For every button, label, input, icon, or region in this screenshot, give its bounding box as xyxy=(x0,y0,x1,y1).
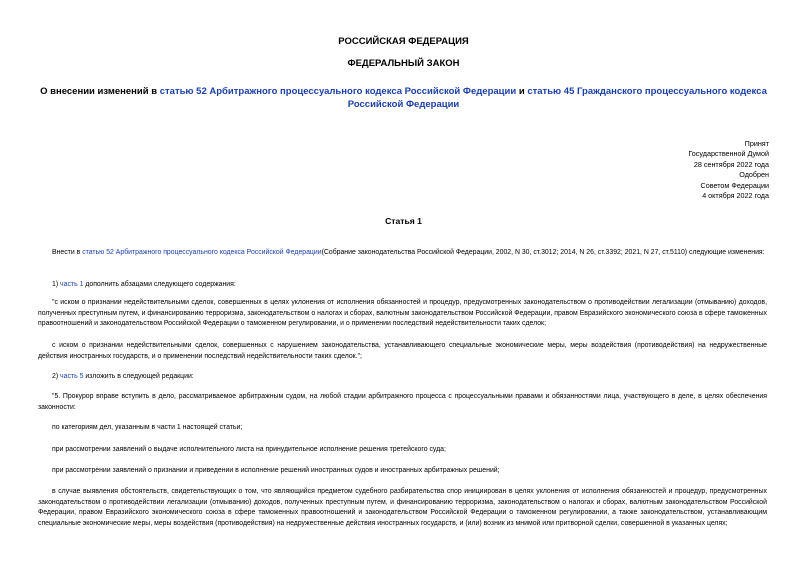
link-part-5[interactable]: часть 5 xyxy=(60,373,84,380)
acceptance-line: Советом Федерации xyxy=(700,180,769,190)
paragraph-quote-1: "с иском о признании недействительными сделок, совершенных в целях уклонения от исполнения обязанностей и процедур, предусмотренных законодательством о противодействии легализации (отмыванию) доходов, полученных преступным путем, и финансированию терроризма, законодательством о налогах и сборах, валютным законодательством Российской Федерации, правом Евразийского экономического союза в сфере таможенных правоотношений и законодательством Российской Федерации о таможенном регулировании, и о применении последствий недействительности таких сделок; xyxy=(38,299,767,328)
acceptance-line: Принят xyxy=(744,139,769,148)
paragraph-text: (Собрание законодательства Российской Федерации, 2002, N 30, ст.3012; 2014, N 26, ст.3392; 2021, N 27, ст.5110) следующие изменения: xyxy=(321,249,765,256)
title-link-apc-article-52[interactable]: статью 52 Арбитражного процессуального кодекса Российской Федерации xyxy=(159,86,517,97)
paragraph-quote-2: с иском о признании недействительными сделок, совершенных с нарушением законодательства, устанавливающего специальные экономические меры, меры воздействия (противодействия) на недружественные действия иностранных государств, и о применении последствий недействительности таких сделок."; xyxy=(38,342,767,360)
acceptance-line: Государственной Думой xyxy=(688,149,769,159)
title-prefix: О внесении изменений в xyxy=(40,86,160,97)
paragraph-text: 2) xyxy=(52,373,61,380)
paragraph-arbitral-enforcement: при рассмотрении заявлений о выдаче исполнительного листа на принудительное исполнение решения третейского суда; xyxy=(52,446,446,453)
title-link-gpc-article-45[interactable]: статью 45 Гражданского процессуального кодекса Российской Федерации xyxy=(347,86,767,110)
link-part-1[interactable]: часть 1 xyxy=(60,281,84,288)
paragraph-prosecutor: "5. Прокурор вправе вступить в дело, рассматриваемое арбитражным судом, на любой стадии арбитражного процесса с процессуальными правами и обязанностями лица, участвующего в деле, в целях обеспечения законности: xyxy=(38,393,767,411)
paragraph-item-1 xyxy=(38,280,767,291)
link-apc-article-52[interactable]: статью 52 Арбитражного процессуального кодекса Российской Федерации xyxy=(82,249,322,256)
paragraph-evasion-cases: в случае выявления обстоятельств, свидетельствующих о том, что являющийся предметом судебного разбирательства спор инициирован в целях уклонения от исполнения обязанностей и процедур, предусмотренных законодательством о противодействии легализации (отмыванию) доходов, полученных преступным путем, и финансированию терроризма, законодательством о налогах и сборах, валютным законодательством Российской Федерации, правом Евразийского экономического союза в сфере таможенных правоотношений и законодательством Российской Федерации о таможенном регулировании, а также законодательством, устанавливающим специальные экономические меры, меры воздействия (противодействия) на недружественные действия иностранных государств, и (или) возник из мнимой или притворной сделки, совершенной в указанных целях; xyxy=(38,488,767,527)
country-heading: РОССИЙСКАЯ ФЕДЕРАЦИЯ xyxy=(338,36,469,47)
paragraph-case-categories: по категориям дел, указанным в части 1 настоящей статьи; xyxy=(52,424,243,431)
acceptance-line: Одобрен xyxy=(739,170,769,180)
acceptance-line: 28 сентября 2022 года xyxy=(693,159,769,169)
article-heading: Статья 1 xyxy=(385,216,422,226)
paragraph-text: Внести в xyxy=(52,249,83,256)
paragraph-text: изложить в следующей редакции: xyxy=(83,373,194,380)
title-middle: и xyxy=(516,86,528,97)
document-type-heading: ФЕДЕРАЛЬНЫЙ ЗАКОН xyxy=(347,58,460,69)
law-title xyxy=(40,86,767,111)
paragraph-text: дополнить абзацами следующего содержания: xyxy=(83,281,236,288)
paragraph-text: 1) xyxy=(52,281,61,288)
paragraph-foreign-decisions: при рассмотрении заявлений о признании и приведении в исполнение решений иностранных судов и иностранных арбитражных решений; xyxy=(52,467,500,474)
paragraph-intro xyxy=(38,248,767,259)
acceptance-block xyxy=(549,139,769,201)
acceptance-line: 4 октября 2022 года xyxy=(702,190,769,200)
paragraph-item-2 xyxy=(38,372,767,383)
